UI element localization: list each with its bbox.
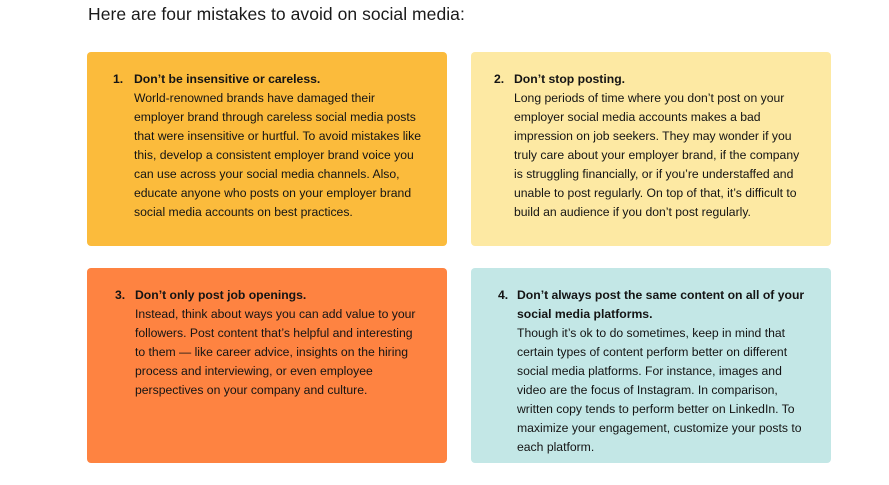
mistake-card-4 bbox=[471, 268, 831, 463]
card-text: Instead, think about ways you can add value to your followers. Post content that’s helpful and interesting to them — like career advice, insights on the hiring process and interviewing, or even employee perspectives on your company and culture. bbox=[135, 307, 416, 397]
intro-heading: Here are four mistakes to avoid on social media: bbox=[88, 4, 465, 24]
card-body bbox=[517, 286, 807, 457]
card-title: Don’t only post job openings. bbox=[135, 288, 307, 302]
mistake-card-3 bbox=[87, 268, 447, 463]
mistake-card-1 bbox=[87, 52, 447, 246]
mistake-card-2 bbox=[471, 52, 831, 246]
card-number: 2. bbox=[494, 72, 505, 86]
card-number: 3. bbox=[115, 288, 126, 302]
card-text: World-renowned brands have damaged their employer brand through careless social media posts that were insensitive or hurtful. To avoid mistakes like this, develop a consistent employer brand voice you can use across your social media channels. Also, educate anyone who posts on your employer brand social media accounts on best practices. bbox=[134, 91, 421, 219]
card-body bbox=[135, 286, 425, 400]
card-text: Long periods of time where you don’t post on your employer social media accounts makes a bad impression on job seekers. They may wonder if you truly care about your employer brand, if the company is struggling financially, or if you’re understaffed and unable to post regularly. On top of that, it’s difficult to build an audience if you don’t post regularly. bbox=[514, 91, 800, 219]
card-text: Though it’s ok to do sometimes, keep in mind that certain types of content perform better on different social media platforms. For instance, images and video are the focus of Instagram. In comparison, written copy tends to perform better on LinkedIn. To maximize your engagement, customize your posts to each platform. bbox=[517, 326, 802, 454]
card-body bbox=[514, 70, 804, 222]
card-body bbox=[134, 70, 424, 222]
card-title: Don’t be insensitive or careless. bbox=[134, 72, 321, 86]
card-title: Don’t stop posting. bbox=[514, 72, 626, 86]
card-title: Don’t always post the same content on all of your social media platforms. bbox=[517, 288, 805, 321]
card-number: 4. bbox=[498, 288, 509, 302]
card-number: 1. bbox=[113, 72, 124, 86]
